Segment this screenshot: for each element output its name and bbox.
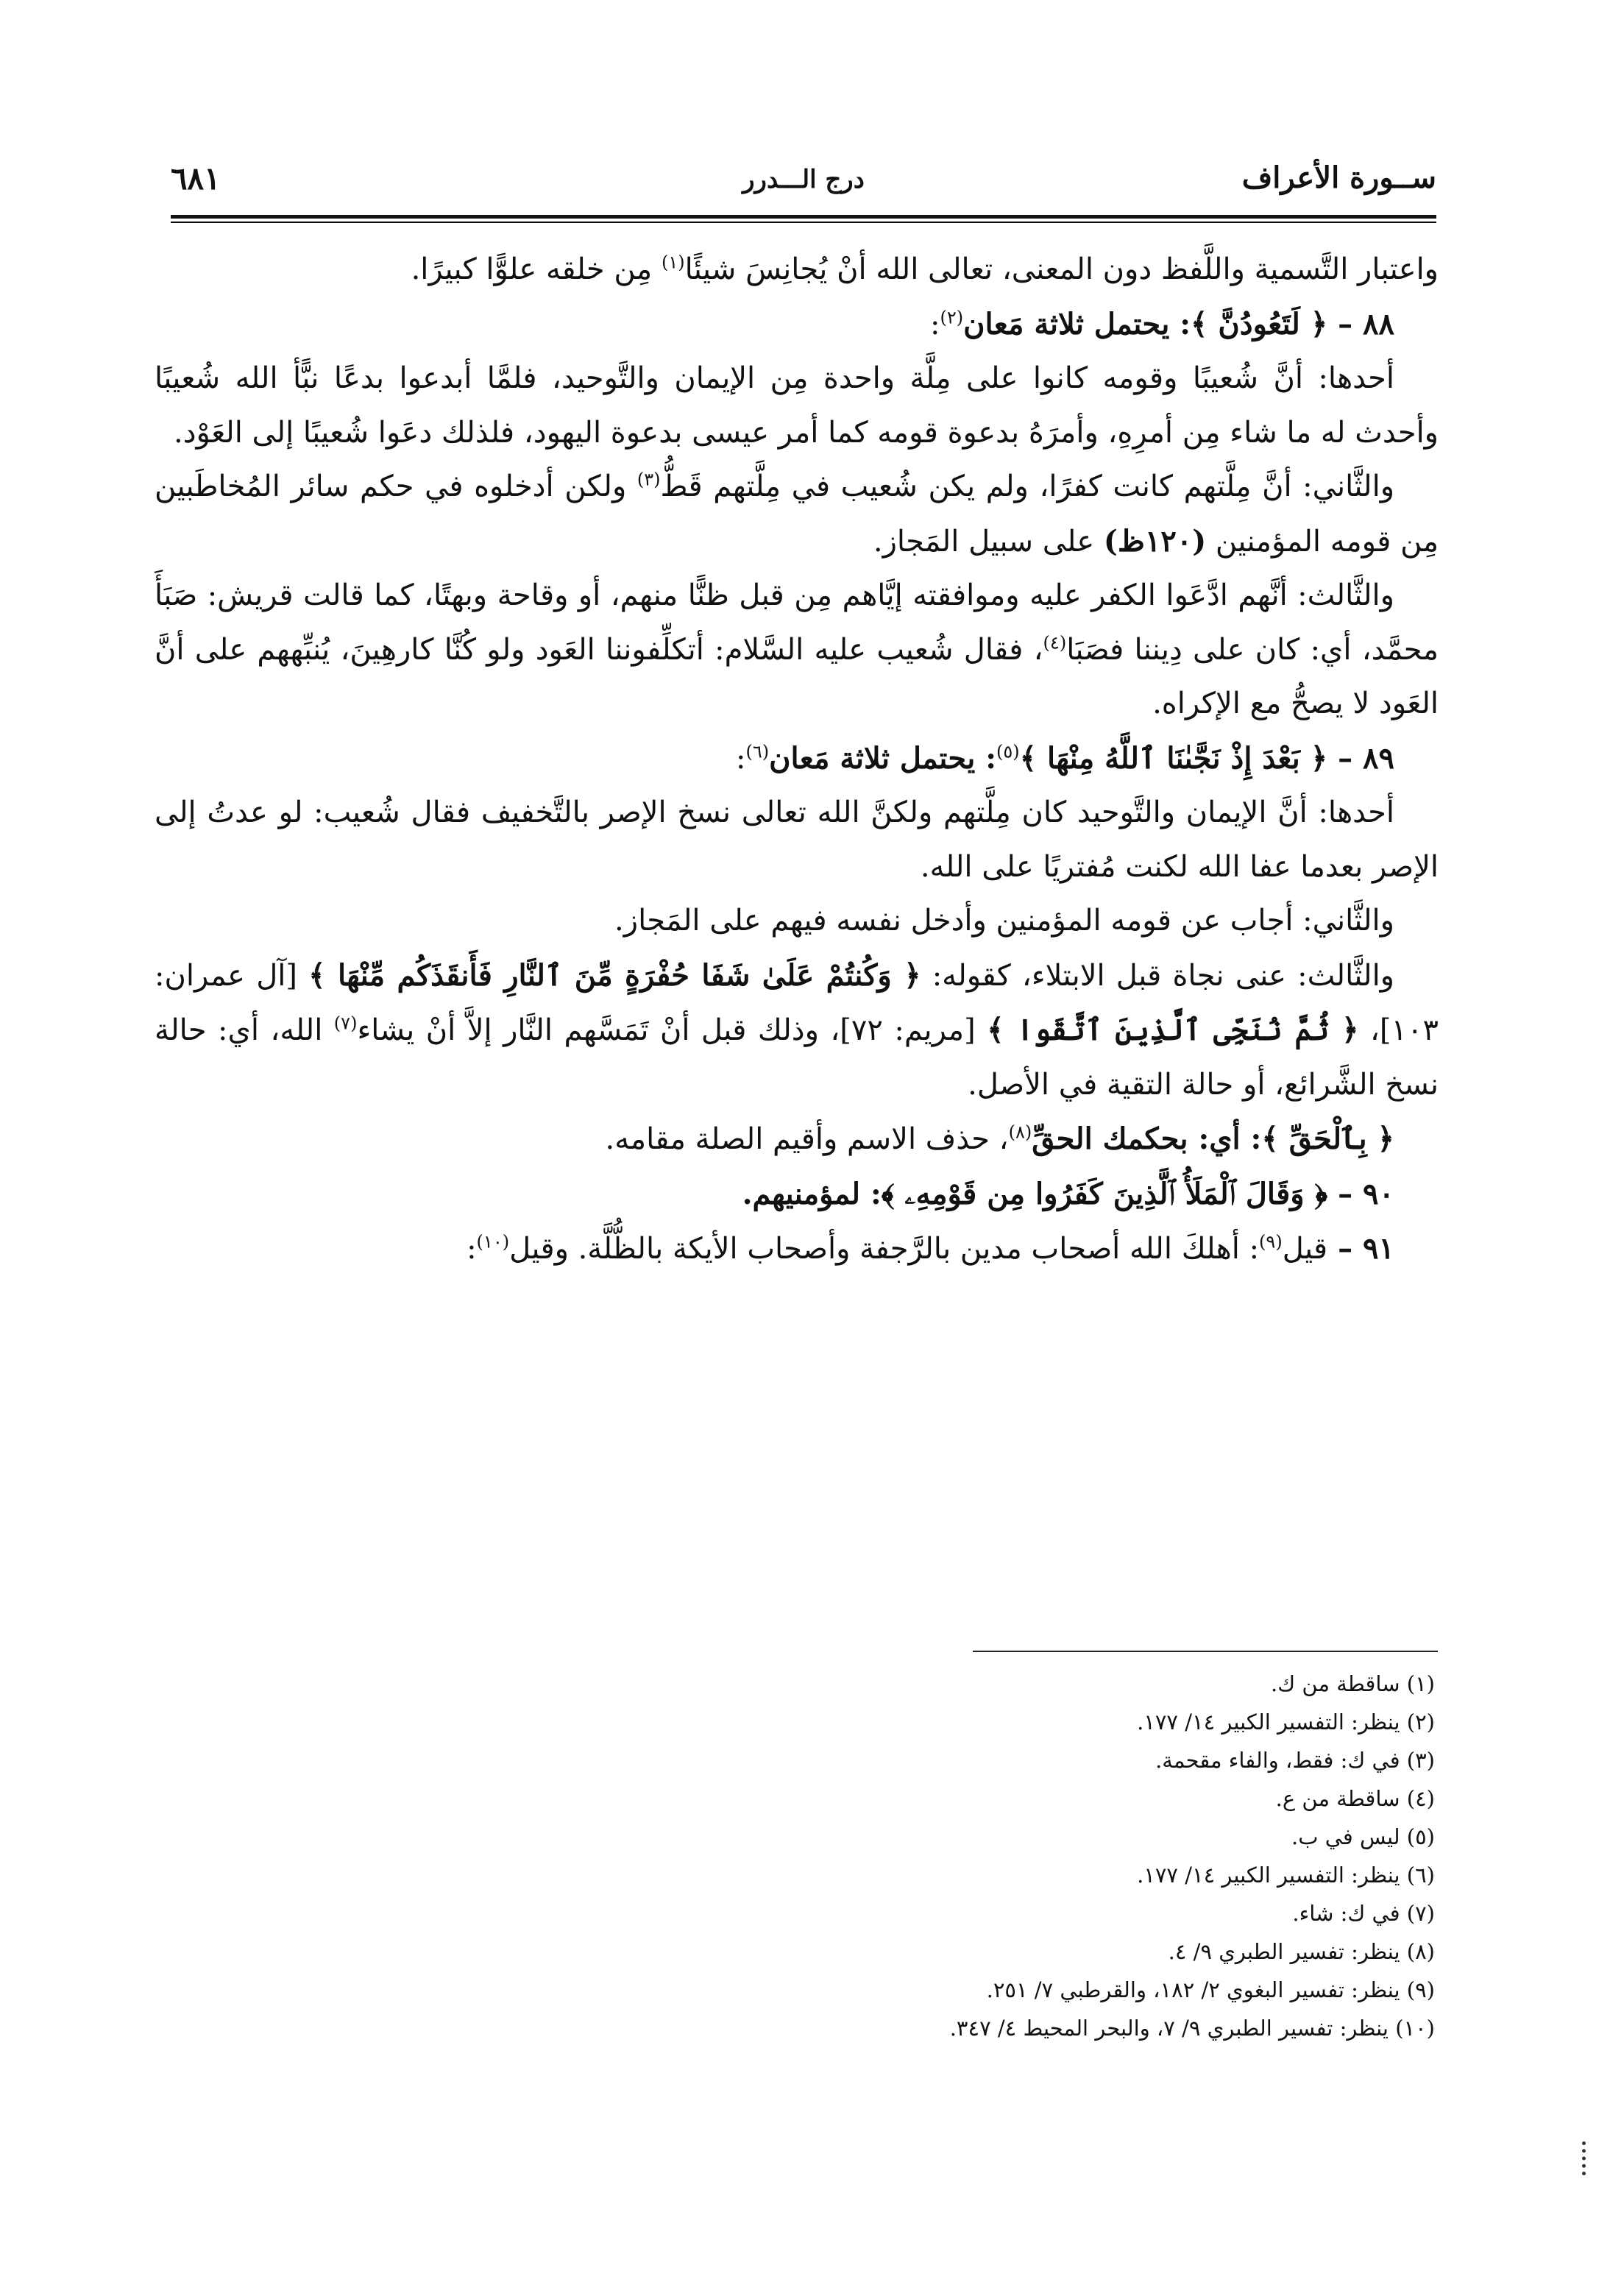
verse-entry-91: ٩١ – قيل$^{(٩)}$: أهلكَ الله أصحاب مدين بالرَّجفة وأصحاب الأيكة بالظُّلَّة. وقيل$^{(١٠)}$: — [467, 1231, 1394, 1266]
paragraph: ﴿ بِٱلْحَقِّ ﴾: أي: بحكمك الحقِّ$^{(٨)}$، حذف الاسم وأقيم الصلة مقامه. — [605, 1122, 1394, 1156]
footnote-item: (٥) ليس في ب. — [1291, 1824, 1435, 1849]
entry-number: ٩١ – — [1327, 1231, 1394, 1266]
paragraph: أحدها: أنَّ الإيمان والتَّوحيد كان مِلَّتهم ولكنَّ الله تعالى نسخ الإصر بالتَّخفيف فقال شُعيب: لو عدتُ إلى الإصر بعدما عفا الله لكنت مُفتريًا على الله. — [155, 796, 1439, 884]
book-title: درج الـــدرر — [742, 165, 865, 194]
footnote-ref: (٥) — [996, 741, 1020, 762]
page-number: ٦٨١ — [171, 160, 221, 196]
manuscript-folio-ref: (١٢٠ظ) — [1103, 523, 1207, 559]
verse-entry-88: ٨٨ – ﴿ لَتَعُودُنَّ ﴾: يحتمل ثلاثة مَعان$^{(٢)}$: — [930, 306, 1394, 341]
footnote-item: (٨) ينظر: تفسير الطبري ٩/ ٤. — [1168, 1939, 1435, 1964]
scan-edge-mark — [1582, 2141, 1590, 2175]
quran-quote: ﴿ وَقَالَ ٱلْمَلَأُ ٱلَّذِينَ كَفَرُوا مِن قَوْمِهِۦ ﴾ — [881, 1176, 1328, 1211]
footnote-item: (٩) ينظر: تفسير البغوي ٢/ ١٨٢، والقرطبي ٧/ ٢٥١. — [986, 1977, 1435, 2002]
header-rule-thick — [171, 215, 1436, 219]
footnote-ref: (٢) — [940, 307, 964, 328]
running-header — [171, 160, 1436, 212]
entry-number: ٨٩ – — [1327, 740, 1394, 776]
footnote-item: (٢) ينظر: التفسير الكبير ١٤/ ١٧٧. — [1137, 1709, 1435, 1735]
paragraph: والثَّاني: أنَّ مِلَّتهم كانت كفرًا، ولم يكن شُعيب في مِلَّتهم قَطُّ$^{(٣)}$ ولكن أدخلوه في حكم سائر المُخاطَبين مِن قومه المؤمنين (١٢٠ظ) على سبيل المَجاز. — [155, 469, 1439, 559]
footnote-ref: (٣) — [636, 469, 661, 490]
footnote-ref: (٧) — [333, 1013, 358, 1034]
verse-entry-90: ٩٠ – ﴿ وَقَالَ ٱلْمَلَأُ ٱلَّذِينَ كَفَرُوا مِن قَوْمِهِۦ ﴾: لمؤمنيهم. — [742, 1176, 1394, 1211]
footnote-item: (٦) ينظر: التفسير الكبير ١٤/ ١٧٧. — [1137, 1863, 1435, 1888]
footnote-item: (٧) في ك: شاء. — [1292, 1901, 1435, 1926]
paragraph: واعتبار التَّسمية واللَّفظ دون المعنى، تعالى الله أنْ يُجانِسَ شيئًا$^{(١)}$ مِن خلقه علوًّا كبيرًا. — [411, 252, 1439, 286]
footnote-ref: (١٠) — [476, 1231, 510, 1252]
quran-quote: ﴿ وَكُنتُمْ عَلَىٰ شَفَا حُفْرَةٍ مِّنَ ٱلنَّارِ فَأَنقَذَكُم مِّنْهَا ﴾ — [308, 957, 921, 993]
header-rule-thin — [171, 222, 1436, 223]
verse-entry-89: ٨٩ – ﴿ بَعْدَ إِذْ نَجَّىٰنَا ٱللَّهُ مِنْهَا ﴾$^{(٥)}$: يحتمل ثلاثة مَعان$^{(٦)}$: — [736, 740, 1394, 776]
paragraph: والثَّاني: أجاب عن قومه المؤمنين وأدخل نفسه فيهم على المَجاز. — [614, 904, 1394, 938]
main-text — [155, 243, 1439, 1277]
footnote-ref: (٤) — [1043, 632, 1067, 653]
footnote-separator — [973, 1651, 1438, 1652]
entry-number: ٩٠ – — [1327, 1176, 1394, 1211]
footnote-ref: (٩) — [1259, 1231, 1283, 1252]
footnote-ref: (١) — [661, 252, 685, 273]
footnote-item: (١٠) ينظر: تفسير الطبري ٩/ ٧، والبحر المحيط ٤/ ٣٤٧. — [949, 2016, 1435, 2041]
quran-quote: ﴿ بِٱلْحَقِّ ﴾ — [1261, 1122, 1394, 1156]
quran-quote: ﴿ بَعْدَ إِذْ نَجَّىٰنَا ٱللَّهُ مِنْهَا ﴾ — [1019, 740, 1328, 776]
paragraph: أحدها: أنَّ شُعيبًا وقومه كانوا على مِلَّة واحدة مِن الإيمان والتَّوحيد، فلمَّا أبدعوا بدعًا نبًّأ الله شُعيبًا وأحدث له ما شاء مِن أمرِهِ، وأمرَهُ بدعوة قومه كما أمر عيسى بدعوة اليهود، فلذلك دعَوا شُعيبًا إلى العَوْد. — [155, 361, 1439, 450]
footnote-item: (١) ساقطة من ك. — [1271, 1671, 1435, 1696]
quran-quote: ﴿ ثُمَّ نُنَجِّى ٱلَّذِينَ ٱتَّقَوا ﴾ — [987, 1013, 1359, 1047]
paragraph: والثَّالث: أنَّهم ادَّعَوا الكفر عليه وموافقته إيَّاهم مِن قبل ظنًّا منهم، أو وقاحة وبهتًا، كما قالت قريش: صَبَأَ محمَّد، أي: كان على دِيننا فصَبَا$^{(٤)}$، فقال شُعيب عليه السَّلام: أتكلِّفوننا العَود ولو كُنَّا كارهِينَ، يُنبِّههم على أنَّ العَود لا يصحُّ مع الإكراه. — [155, 578, 1439, 720]
footnotes — [515, 1665, 1435, 2047]
footnote-ref: (٨) — [1008, 1122, 1032, 1143]
footnote-item: (٤) ساقطة من ع. — [1275, 1786, 1435, 1811]
footnote-item: (٣) في ك: فقط، والفاء مقحمة. — [1155, 1748, 1435, 1773]
surah-title: ســورة الأعراف — [1241, 160, 1436, 195]
paragraph: والثَّالث: عنى نجاة قبل الابتلاء، كقوله: ﴿ وَكُنتُمْ عَلَىٰ شَفَا حُفْرَةٍ مِّنَ ٱلنَّارِ فَأَنقَذَكُم مِّنْهَا ﴾ [آل عمران: ١٠٣]، ﴿ ثُمَّ نُنَجِّى ٱلَّذِينَ ٱتَّقَوا ﴾ [مريم: ٧٢]، وذلك قبل أنْ تَمَسَّهم النَّار إلاَّ أنْ يشاء$^{(٧)}$ الله، أي: حالة نسخ الشَّرائع، أو حالة التقية في الأصل. — [155, 957, 1439, 1102]
footnote-ref: (٦) — [745, 741, 770, 762]
quran-quote: ﴿ لَتَعُودُنَّ ﴾ — [1191, 306, 1328, 341]
entry-number: ٨٨ – — [1327, 306, 1394, 341]
